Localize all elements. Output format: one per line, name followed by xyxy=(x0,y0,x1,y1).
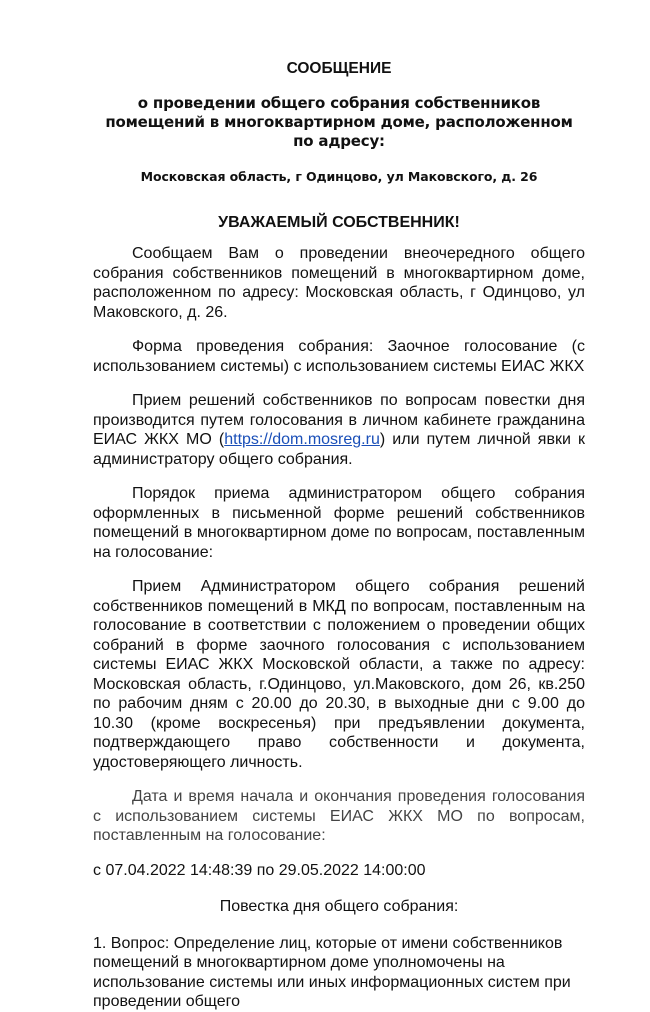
period-to-prefix: по xyxy=(256,861,275,879)
reception-paragraph xyxy=(93,391,585,469)
voting-period xyxy=(93,861,585,881)
agenda-heading: Повестка дня общего собрания: xyxy=(219,898,459,915)
period-end: 29.05.2022 14:00:00 xyxy=(278,861,426,879)
intro-paragraph: Сообщаем Вам о проведении внеочередного общего собрания собственников помещений в многоквартирном доме, расположенном по адресу: Московская область, г Одинцово, ул Маковского, д. 26. xyxy=(93,245,585,321)
agenda-item: 1. Вопрос: Определение лиц, которые от имени собственников помещений в многоквартирном доме уполномочены на использование системы или иных информационных систем при проведении общего xyxy=(93,934,571,1010)
admin-paragraph: Прием Администратором общего собрания решений собственников помещений в МКД по вопросам, поставленным на голосование в соответствии с положением о проведении общих собраний в форме заочного голосования с использованием системы ЕИАС ЖКХ Московской области, а также по адресу: Московская область, г.Одинцово, ул.Маковского, дом 26, кв.250 по рабочим дням с 20.00 до 20.30, в выходные дни с 9.00 до 10.30 (кроме воскресенья) при предъявлении документа, подтверждающего право собственности и документа, удостоверяющего личность. xyxy=(93,578,585,771)
dates-intro-paragraph: Дата и время начала и окончания проведения голосования с использованием системы ЕИАС ЖКХ МО по вопросам, поставленным на голосование: xyxy=(93,788,585,844)
mosreg-link[interactable]: https://dom.mosreg.ru xyxy=(224,431,380,448)
document-address: Московская область, г Одинцово, ул Маковского, д. 26 xyxy=(140,169,538,184)
period-from-prefix: с xyxy=(93,861,101,879)
form-paragraph: Форма проведения собрания: Заочное голосование (с использованием системы) с использованием системы ЕИАС ЖКХ xyxy=(93,338,585,375)
reception-text-before: Прием решений собственников по вопросам повестки дня производится путем голосования в личном кабинете гражданина ЕИАС ЖКХ МО ( xyxy=(93,392,585,448)
greeting-heading: УВАЖАЕМЫЙ СОБСТВЕННИК! xyxy=(218,214,460,231)
document-page xyxy=(93,60,585,1012)
period-start: 07.04.2022 14:48:39 xyxy=(105,861,253,879)
document-subtitle: о проведении общего собрания собственников помещений в многоквартирном доме, расположенном по адресу: xyxy=(105,94,573,150)
order-paragraph: Порядок приема администратором общего собрания оформленных в письменной форме решений собственников помещений в многоквартирном доме по вопросам, поставленным на голосование: xyxy=(93,485,585,561)
document-title: СООБЩЕНИЕ xyxy=(286,60,392,77)
reception-text-after: ) или путем личной явки к администратору общего собрания. xyxy=(93,431,586,468)
